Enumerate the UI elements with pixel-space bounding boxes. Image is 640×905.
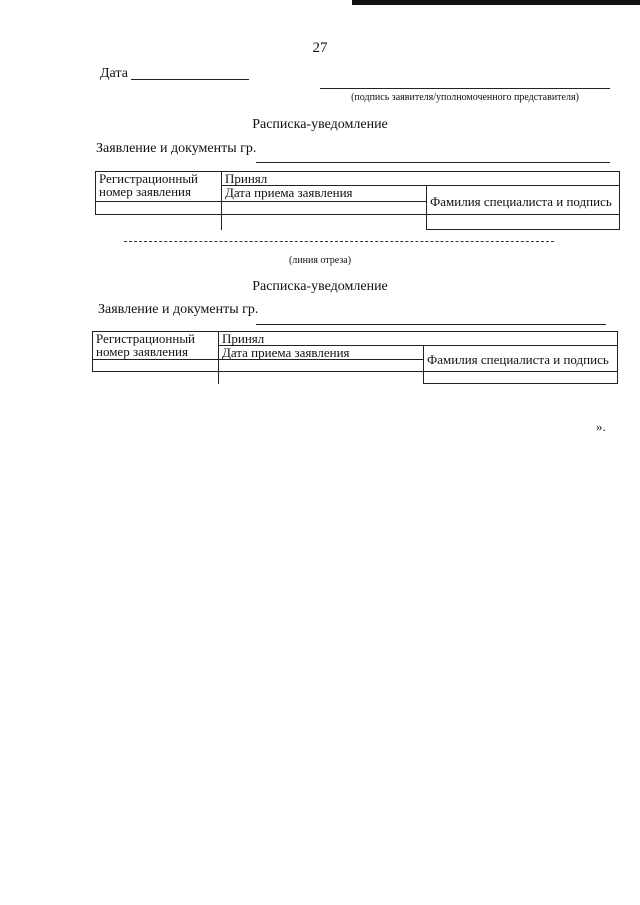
closing-quote-mark: ».: [596, 419, 606, 434]
receipt-table: [95, 171, 620, 230]
reg-number-header: Регистрационный номер заявления: [96, 172, 222, 202]
signature-caption: (подпись заявителя/уполномоченного представителя): [351, 92, 579, 103]
specialist-header: Фамилия специалиста и подпись: [427, 186, 620, 215]
cut-line: [124, 241, 554, 242]
receipt-table: [92, 331, 618, 384]
accepted-header: Принял: [222, 172, 620, 186]
date-label: Дата: [100, 66, 128, 81]
specialist-signature-cell: [424, 372, 618, 384]
table-gap-cell: [93, 372, 219, 384]
date-line: [131, 79, 249, 80]
signature-line: [320, 88, 610, 89]
cut-line-caption: (линия отреза): [288, 255, 352, 266]
table-gap-cell: [222, 215, 427, 230]
date-header: Дата приема заявления: [219, 346, 424, 360]
reg-number-cell: [96, 202, 222, 215]
table-gap-cell: [96, 215, 222, 230]
receipt-title: Расписка-уведомление: [252, 279, 388, 294]
applicant-label: Заявление и документы гр.: [96, 141, 257, 156]
date-cell: [222, 202, 427, 215]
date-cell: [219, 360, 424, 372]
receipt-title: Расписка-уведомление: [252, 117, 388, 132]
applicant-label: Заявление и документы гр.: [98, 302, 259, 317]
specialist-signature-cell: [427, 215, 620, 230]
reg-number-header: Регистрационный номер заявления: [93, 332, 219, 360]
date-header: Дата приема заявления: [222, 186, 427, 202]
accepted-header: Принял: [219, 332, 618, 346]
applicant-name-line: [256, 324, 606, 325]
scan-edge-bar: [352, 0, 640, 5]
applicant-name-line: [256, 162, 610, 163]
reg-number-cell: [93, 360, 219, 372]
page-number: 27: [312, 40, 328, 56]
specialist-header: Фамилия специалиста и подпись: [424, 346, 618, 372]
table-gap-cell: [219, 372, 424, 384]
